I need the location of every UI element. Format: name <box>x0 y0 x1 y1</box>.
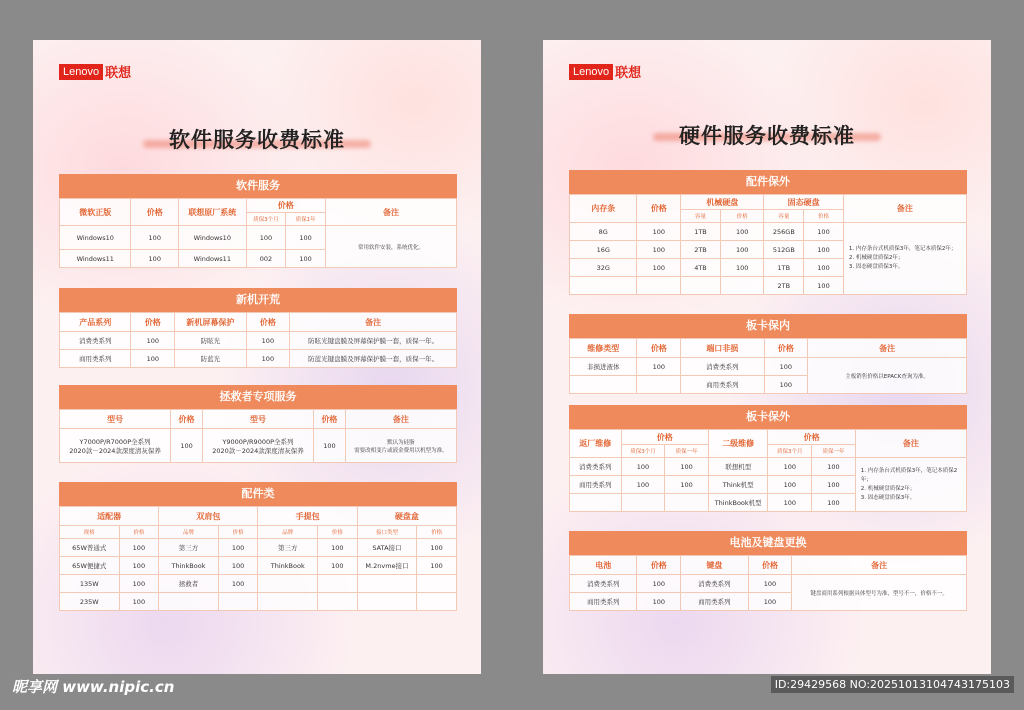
sub-header: 价格 <box>119 526 159 539</box>
table-cell: 100 <box>286 226 326 250</box>
table-cell: 商用类系列 <box>570 593 637 611</box>
model-line: 2020款－2024款深度清灰保养 <box>69 446 161 455</box>
table-cell: 100 <box>246 332 290 350</box>
table-cell: 135W <box>60 575 120 593</box>
note-cell: 常用软件安装，系统优化。 <box>325 226 456 268</box>
table-cell: 防眩光 <box>175 332 246 350</box>
model-line: 2020款－2024款深度清灰保养 <box>212 446 304 455</box>
model-line: Y7000P/R7000P全系列 <box>79 437 151 446</box>
column-header: 微软正版 <box>60 199 131 226</box>
sub-header: 质保3个月 <box>621 445 665 458</box>
section-header: 板卡保外 <box>569 405 967 429</box>
table-cell <box>357 575 417 593</box>
model-line: Y9000P/R9000P全系列 <box>222 437 294 446</box>
table-cell: 100 <box>637 241 681 259</box>
board-out-warranty-section <box>569 405 967 512</box>
sub-header: 质保一年 <box>812 445 856 458</box>
table-cell <box>637 277 681 295</box>
sub-header: 品牌 <box>159 526 219 539</box>
table-cell: 拯救者 <box>159 575 219 593</box>
legion-service-section <box>59 385 457 463</box>
column-header: 端口非损 <box>681 339 764 358</box>
table-cell: 联想机型 <box>708 458 768 476</box>
table-cell: Windows10 <box>60 226 131 250</box>
legion-service-table <box>59 409 457 463</box>
table-cell: 消费类系列 <box>570 458 622 476</box>
section-header: 电池及键盘更换 <box>569 531 967 555</box>
column-header: 联想原厂系统 <box>179 199 246 226</box>
note-line: 3. 固态硬盘质保3年。 <box>860 494 916 501</box>
table-cell: 100 <box>804 277 844 295</box>
parts-section <box>59 482 457 611</box>
table-cell <box>218 593 258 611</box>
logo-chinese: 联想 <box>615 66 642 81</box>
table-cell <box>258 593 318 611</box>
section-header: 软件服务 <box>59 174 457 198</box>
table-cell: 防蓝光键盘膜及屏幕保护膜一套，质保一年。 <box>290 350 457 368</box>
new-pc-table <box>59 312 457 368</box>
note-cell: 主板销售价格以EPACK查询为准。 <box>808 358 967 394</box>
note-cell: 键盘商用系列根据具体型号为准，型号不一，价格不一。 <box>792 575 967 611</box>
column-header: 型号 <box>60 410 171 429</box>
table-cell: 防眩光键盘膜及屏幕保护膜一套，质保一年。 <box>290 332 457 350</box>
table-cell: 100 <box>286 250 326 268</box>
table-cell <box>60 429 171 463</box>
sub-header: 容量 <box>764 210 804 223</box>
table-cell: 100 <box>131 332 175 350</box>
column-header: 新机屏幕保护 <box>175 313 246 332</box>
battery-keyboard-section <box>569 531 967 611</box>
software-fee-sheet <box>33 40 481 674</box>
note-cell <box>345 429 456 463</box>
table-cell: 65W便捷式 <box>60 557 120 575</box>
table-cell: 100 <box>621 458 665 476</box>
table-cell: 100 <box>637 223 681 241</box>
table-cell <box>681 277 721 295</box>
note-cell <box>855 458 966 512</box>
table-cell <box>318 575 358 593</box>
column-header: 价格 <box>637 556 681 575</box>
table-cell <box>357 593 417 611</box>
column-header: 维修类型 <box>570 339 637 358</box>
table-cell: 消费类系列 <box>570 575 637 593</box>
note-line: 默认为硅脂 <box>387 439 415 446</box>
note-cell <box>843 223 966 295</box>
table-cell: 第三方 <box>258 539 318 557</box>
table-cell: 100 <box>637 593 681 611</box>
table-cell <box>720 277 764 295</box>
column-header: 备注 <box>843 195 966 223</box>
table-cell: 100 <box>318 557 358 575</box>
table-cell: 100 <box>665 458 709 476</box>
table-cell: 100 <box>768 476 812 494</box>
column-header: 价格 <box>246 313 290 332</box>
table-cell <box>159 593 219 611</box>
sub-header: 价格 <box>720 210 764 223</box>
table-cell: 商用类系列 <box>681 593 748 611</box>
table-cell: 100 <box>171 429 203 463</box>
sub-header: 接口类型 <box>357 526 417 539</box>
table-cell: 100 <box>665 476 709 494</box>
table-cell <box>570 494 622 512</box>
table-cell: 100 <box>768 458 812 476</box>
table-cell: 1TB <box>764 259 804 277</box>
table-cell: 100 <box>119 557 159 575</box>
sub-header: 价格 <box>804 210 844 223</box>
table-cell: 100 <box>131 250 179 268</box>
logo-wordmark: Lenovo <box>59 64 103 80</box>
table-cell: 100 <box>812 458 856 476</box>
table-cell: 100 <box>246 350 290 368</box>
column-header: 价格 <box>637 195 681 223</box>
table-cell: Windows11 <box>60 250 131 268</box>
table-cell: 100 <box>804 259 844 277</box>
column-header: 价格 <box>246 199 325 213</box>
logo-chinese: 联想 <box>105 66 132 81</box>
board-in-warranty-section <box>569 314 967 394</box>
table-cell <box>202 429 313 463</box>
note-line: 需要改相变片或液金费用以机型为准。 <box>354 447 448 454</box>
group-header: 硬盘盒 <box>357 507 456 526</box>
table-cell: ThinkBook <box>159 557 219 575</box>
table-cell: 100 <box>621 476 665 494</box>
table-cell: 100 <box>218 539 258 557</box>
column-header: 键盘 <box>681 556 748 575</box>
sub-header: 质保3个月 <box>246 213 286 226</box>
table-cell: 100 <box>637 358 681 376</box>
column-header: 备注 <box>792 556 967 575</box>
battery-keyboard-table <box>569 555 967 611</box>
column-header: 二级维修 <box>708 430 768 458</box>
sub-header: 质保一年 <box>665 445 709 458</box>
sub-header: 质保1年 <box>286 213 326 226</box>
table-cell: 消费类系列 <box>681 575 748 593</box>
table-cell: M.2nvme接口 <box>357 557 417 575</box>
table-cell <box>318 593 358 611</box>
column-header: 价格 <box>764 339 808 358</box>
table-cell: 100 <box>637 259 681 277</box>
column-header: 内存条 <box>570 195 637 223</box>
sub-header: 规格 <box>60 526 120 539</box>
table-cell: 8G <box>570 223 637 241</box>
table-cell: 512GB <box>764 241 804 259</box>
table-cell: 100 <box>720 241 764 259</box>
table-cell <box>665 494 709 512</box>
table-cell: SATA接口 <box>357 539 417 557</box>
table-cell: 100 <box>720 259 764 277</box>
accessory-table <box>569 194 967 295</box>
table-cell: 2TB <box>681 241 721 259</box>
table-cell: 100 <box>748 593 792 611</box>
table-cell: 100 <box>119 593 159 611</box>
sub-header: 价格 <box>218 526 258 539</box>
table-cell: 100 <box>131 226 179 250</box>
parts-table <box>59 506 457 611</box>
table-cell <box>637 376 681 394</box>
table-cell: 1TB <box>681 223 721 241</box>
table-cell: 235W <box>60 593 120 611</box>
sub-header: 价格 <box>417 526 457 539</box>
table-cell: 32G <box>570 259 637 277</box>
table-cell: 100 <box>812 494 856 512</box>
table-cell <box>258 575 318 593</box>
table-cell: 100 <box>804 223 844 241</box>
section-header: 配件类 <box>59 482 457 506</box>
table-cell: 第三方 <box>159 539 219 557</box>
section-header: 配件保外 <box>569 170 967 194</box>
table-cell: 商用类系列 <box>681 376 764 394</box>
section-header: 新机开荒 <box>59 288 457 312</box>
table-cell <box>570 376 637 394</box>
column-header: 价格 <box>637 339 681 358</box>
table-cell: 100 <box>218 557 258 575</box>
table-cell: ThinkBook <box>258 557 318 575</box>
section-header: 板卡保内 <box>569 314 967 338</box>
table-cell: 商用类系列 <box>60 350 131 368</box>
table-cell: 100 <box>764 376 808 394</box>
column-header: 备注 <box>808 339 967 358</box>
table-cell: Windows10 <box>179 226 246 250</box>
table-cell: 防蓝光 <box>175 350 246 368</box>
watermark-left: 昵享网 www.nipic.cn <box>12 678 175 696</box>
table-cell: 16G <box>570 241 637 259</box>
table-cell: 2TB <box>764 277 804 295</box>
board-out-warranty-table <box>569 429 967 512</box>
software-service-section <box>59 174 457 268</box>
table-cell: Think机型 <box>708 476 768 494</box>
column-header: 机械硬盘 <box>681 195 764 210</box>
table-cell: 消费类系列 <box>681 358 764 376</box>
table-cell: 100 <box>417 539 457 557</box>
column-header: 价格 <box>621 430 708 445</box>
table-cell: 65W普通式 <box>60 539 120 557</box>
column-header: 价格 <box>768 430 855 445</box>
table-cell: 100 <box>637 575 681 593</box>
note-line: 2. 机械硬盘质保2年； <box>860 485 916 492</box>
table-cell: 非损进液体 <box>570 358 637 376</box>
lenovo-logo <box>59 62 131 81</box>
table-cell: 商用类系列 <box>570 476 622 494</box>
table-cell: 256GB <box>764 223 804 241</box>
column-header: 价格 <box>131 199 179 226</box>
table-cell: 100 <box>812 476 856 494</box>
table-cell <box>417 575 457 593</box>
watermark-id: ID:29429568 NO:20251013104743175103 <box>771 676 1014 693</box>
note-line: 1. 内存条台式机质保3年，笔记本质保2年； <box>860 467 958 483</box>
page-title: 软件服务收费标准 <box>169 128 345 152</box>
group-header: 双肩包 <box>159 507 258 526</box>
column-header: 型号 <box>202 410 313 429</box>
table-cell: 100 <box>246 226 286 250</box>
logo-wordmark: Lenovo <box>569 64 613 80</box>
sub-header: 容量 <box>681 210 721 223</box>
table-cell: 100 <box>318 539 358 557</box>
table-cell: 100 <box>119 539 159 557</box>
column-header: 备注 <box>290 313 457 332</box>
hardware-fee-sheet <box>543 40 991 674</box>
group-header: 手提包 <box>258 507 357 526</box>
table-cell <box>621 494 665 512</box>
table-cell: 100 <box>804 241 844 259</box>
sub-header: 质保3个月 <box>768 445 812 458</box>
table-cell: 002 <box>246 250 286 268</box>
table-cell: 100 <box>764 358 808 376</box>
sub-header: 价格 <box>318 526 358 539</box>
note-line: 1. 内存条台式机质保3年，笔记本质保2年； <box>848 246 957 252</box>
table-cell: 100 <box>131 350 175 368</box>
table-cell: 4TB <box>681 259 721 277</box>
table-cell: ThinkBook机型 <box>708 494 768 512</box>
lenovo-logo <box>569 62 641 81</box>
column-header: 价格 <box>314 410 346 429</box>
table-cell: 100 <box>417 557 457 575</box>
table-cell <box>570 277 637 295</box>
table-cell: 100 <box>720 223 764 241</box>
accessory-section <box>569 170 967 295</box>
sub-header: 品牌 <box>258 526 318 539</box>
new-pc-section <box>59 288 457 368</box>
column-header: 电池 <box>570 556 637 575</box>
table-cell: 100 <box>119 575 159 593</box>
table-cell: 消费类系列 <box>60 332 131 350</box>
table-cell: 100 <box>218 575 258 593</box>
section-header: 拯救者专项服务 <box>59 385 457 409</box>
software-service-table <box>59 198 457 268</box>
column-header: 价格 <box>748 556 792 575</box>
column-header: 价格 <box>131 313 175 332</box>
column-header: 返厂维修 <box>570 430 622 458</box>
table-cell: 100 <box>314 429 346 463</box>
note-line: 2. 机械硬盘质保2年； <box>848 255 904 261</box>
column-header: 备注 <box>855 430 966 458</box>
column-header: 固态硬盘 <box>764 195 843 210</box>
column-header: 产品系列 <box>60 313 131 332</box>
group-header: 适配器 <box>60 507 159 526</box>
column-header: 备注 <box>345 410 456 429</box>
table-cell: 100 <box>768 494 812 512</box>
note-line: 3. 固态硬盘质保3年。 <box>848 264 904 270</box>
board-in-warranty-table <box>569 338 967 394</box>
table-cell: Windows11 <box>179 250 246 268</box>
column-header: 备注 <box>325 199 456 226</box>
table-cell <box>417 593 457 611</box>
column-header: 价格 <box>171 410 203 429</box>
table-cell: 100 <box>748 575 792 593</box>
page-title: 硬件服务收费标准 <box>679 124 855 148</box>
